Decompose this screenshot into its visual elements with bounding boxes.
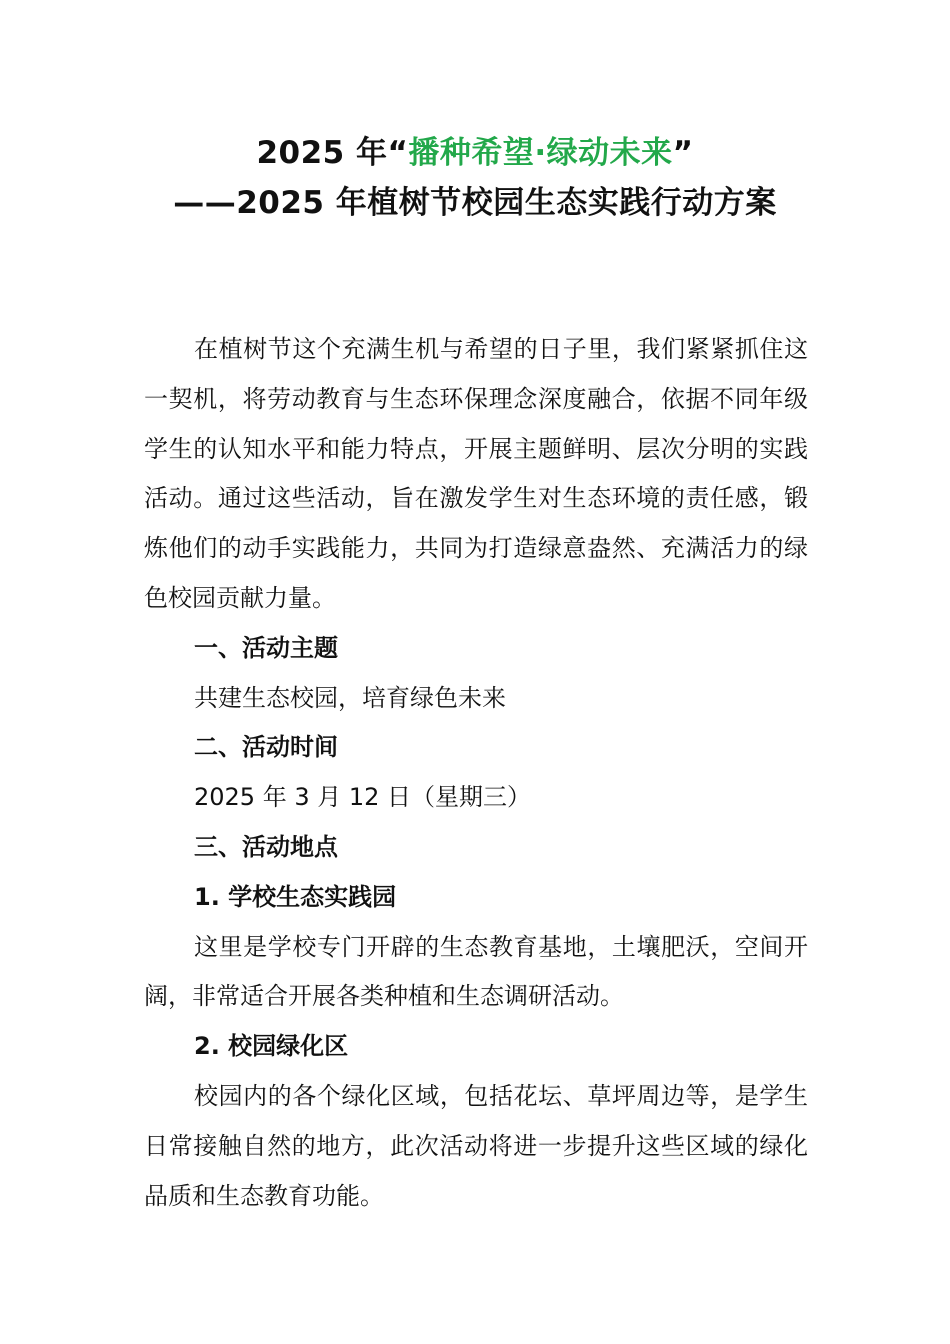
title-accent-slogan: 播种希望·绿动未来 [408, 135, 673, 171]
location-item-1-text: 这里是学校专门开辟的生态教育基地，土壤肥沃，空间开阔，非常适合开展各类种植和生态调研活动。 [144, 932, 808, 1011]
section-text-time: 2025 年 3 月 12 日（星期三） [194, 783, 532, 812]
section-text-theme: 共建生态校园，培育绿色未来 [194, 683, 506, 712]
intro-paragraph: 在植树节这个充满生机与希望的日子里，我们紧紧抓住这一契机，将劳动教育与生态环保理念深度融合，依据不同年级学生的认知水平和能力特点，开展主题鲜明、层次分明的实践活动。通过这些活动，旨在激发学生对生态环境的责任感，锻炼他们的动手实践能力，共同为打造绿意盎然、充满活力的绿色校园贡献力量。 [144, 335, 808, 612]
section-heading-theme: 一、活动主题 [194, 633, 338, 662]
location-item-2-text: 校园内的各个绿化区域，包括花坛、草坪周边等，是学生日常接触自然的地方，此次活动将进一步提升这些区域的绿化品质和生态教育功能。 [144, 1081, 808, 1210]
location-item-2-title: 2. 校园绿化区 [194, 1032, 349, 1061]
section-heading-time: 二、活动时间 [194, 733, 338, 762]
title-suffix: ” [672, 135, 694, 171]
section-heading-location: 三、活动地点 [194, 832, 338, 861]
title-line-2: ——2025 年植树节校园生态实践行动方案 [173, 185, 777, 221]
location-item-1-title: 1. 学校生态实践园 [194, 882, 397, 911]
document-title [140, 128, 810, 228]
title-prefix: 2025 年“ [256, 135, 409, 171]
title-line-1 [140, 128, 810, 178]
document-body [144, 325, 808, 1221]
